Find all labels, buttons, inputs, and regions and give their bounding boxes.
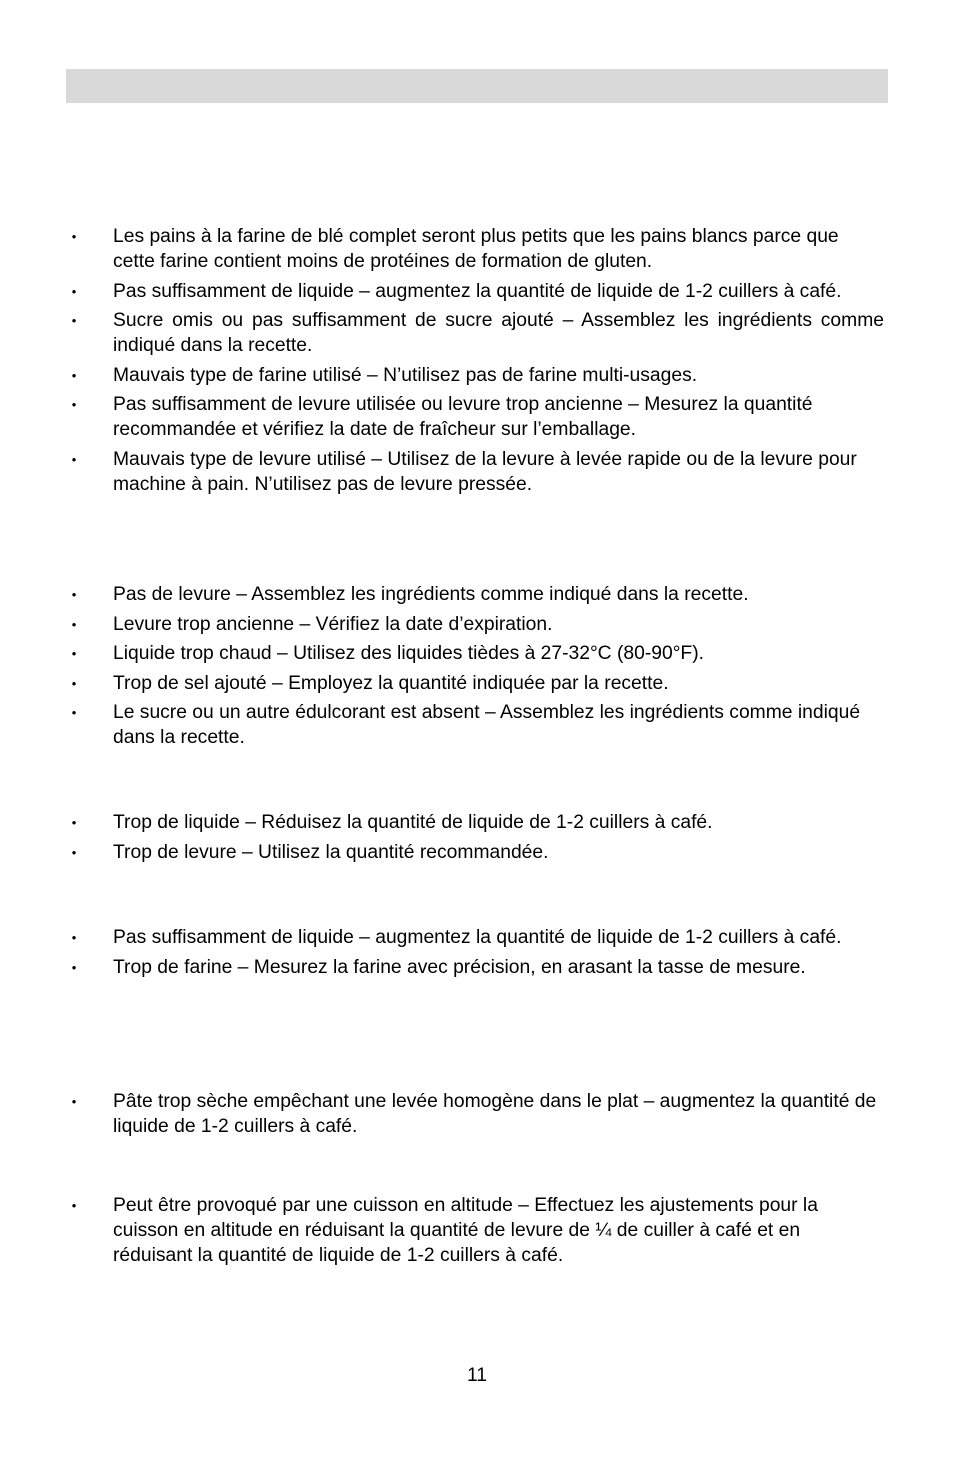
bullet-icon: • [71, 646, 77, 661]
bullet-icon: • [71, 930, 77, 945]
list-item: • Les pains à la farine de blé complet seront plus petits que les pains blancs parce que cette farine contient moins de protéines de formation de gluten. [66, 224, 888, 274]
list-item: • Sucre omis ou pas suffisamment de sucre ajouté – Assemblez les ingrédients comme indiqué dans la recette. [66, 308, 888, 358]
header-bar [66, 69, 888, 103]
bullet-icon: • [71, 451, 77, 467]
section-1 [66, 224, 888, 501]
bullet-icon: • [71, 675, 77, 691]
bullet-icon: • [71, 815, 77, 830]
list-item: • Levure trop ancienne – Vérifiez la date d’expiration. [66, 612, 888, 637]
list-item: • Trop de farine – Mesurez la farine avec précision, en arasant la tasse de mesure. [66, 955, 888, 980]
bullet-icon: • [71, 283, 77, 299]
list-item: • Pas suffisamment de liquide – augmentez la quantité de liquide de 1-2 cuillers à café. [66, 925, 888, 950]
bullet-icon: • [71, 587, 77, 602]
bullet-icon: • [71, 1198, 77, 1213]
bullet-icon: • [71, 959, 77, 975]
bullet-icon: • [71, 313, 77, 328]
list-item: • Mauvais type de levure utilisé – Utilisez de la levure à levée rapide ou de la levure pour machine à pain. N’utilisez pas de levure pressée. [66, 447, 888, 497]
list-item: • Mauvais type de farine utilisé – N’utilisez pas de farine multi-usages. [66, 363, 888, 388]
bullet-icon: • [71, 1094, 77, 1109]
section-4 [66, 925, 888, 984]
section-5 [66, 1089, 888, 1144]
section-2 [66, 582, 888, 755]
list-item: • Liquide trop chaud – Utilisez des liquides tièdes à 27-32°C (80-90°F). [66, 641, 888, 666]
bullet-icon: • [71, 367, 77, 383]
list-item: • Trop de sel ajouté – Employez la quantité indiquée par la recette. [66, 671, 888, 696]
list-item: • Trop de levure – Utilisez la quantité recommandée. [66, 840, 888, 865]
list-item: • Pas de levure – Assemblez les ingrédients comme indiqué dans la recette. [66, 582, 888, 607]
bullet-icon: • [71, 616, 77, 632]
list-item: • Trop de liquide – Réduisez la quantité de liquide de 1-2 cuillers à café. [66, 810, 888, 835]
bullet-icon: • [71, 397, 77, 412]
list-item: • Pas suffisamment de levure utilisée ou levure trop ancienne – Mesurez la quantité recommandée et vérifiez la date de fraîcheur sur l’emballage. [66, 392, 888, 442]
bullet-icon: • [71, 844, 77, 860]
list-item: • Le sucre ou un autre édulcorant est absent – Assemblez les ingrédients comme indiqué dans la recette. [66, 700, 888, 750]
bullet-icon: • [71, 705, 77, 720]
list-item: • Pas suffisamment de liquide – augmentez la quantité de liquide de 1-2 cuillers à café. [66, 279, 888, 304]
section-6 [66, 1193, 888, 1273]
section-3 [66, 810, 888, 869]
page-number: 11 [466, 1365, 487, 1386]
list-item: • Peut être provoqué par une cuisson en altitude – Effectuez les ajustements pour la cuisson en altitude en réduisant la quantité de levure de ¼ de cuiller à café et en réduisant la quantité de liquide de 1-2 cuillers à café. [66, 1193, 888, 1268]
list-item: • Pâte trop sèche empêchant une levée homogène dans le plat – augmentez la quantité de liquide de 1-2 cuillers à café. [66, 1089, 888, 1139]
bullet-icon: • [71, 229, 77, 244]
